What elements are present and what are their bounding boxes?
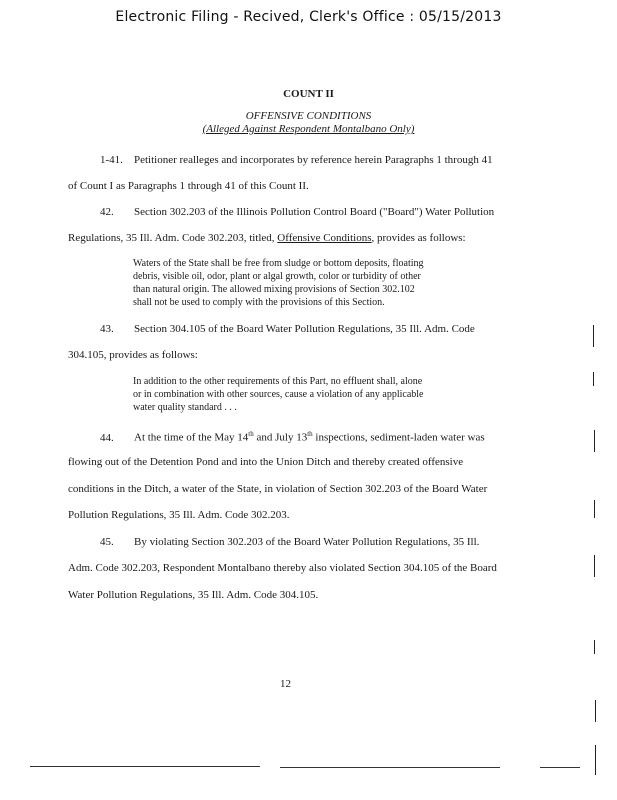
scan-edge-mark: [594, 500, 595, 518]
paragraph-44-line-4: Pollution Regulations, 35 Ill. Adm. Code 302.203.: [68, 509, 290, 521]
paragraph-text: Section 302.203 of the Illinois Pollution Control Board ("Board") Water Pollution: [134, 206, 495, 218]
paragraph-44-line-3: conditions in the Ditch, a water of the State, in violation of Section 302.203 of the Board Water: [68, 483, 488, 495]
paragraph-44-line-1: [100, 431, 485, 444]
paragraph-45-line-1: [100, 537, 479, 548]
paragraph-text: inspections, sediment-laden water was: [312, 431, 485, 444]
paragraph-42-line-1: [100, 207, 494, 218]
quote-line: water quality standard . . .: [133, 402, 237, 413]
paragraph-number: 45.: [100, 536, 114, 548]
paragraph-45-line-2: Adm. Code 302.203, Respondent Montalbano thereby also violated Section 304.105 of the Board: [68, 562, 497, 574]
paragraph-number: 44.: [100, 431, 114, 444]
offensive-conditions-title: Offensive Conditions: [277, 232, 372, 244]
count-title: COUNT II: [283, 88, 334, 100]
scan-edge-mark: [595, 700, 596, 722]
quote-line: or in combination with other sources, cause a violation of any applicable: [133, 389, 424, 400]
paragraph-43-line-2: 304.105, provides as follows:: [68, 349, 198, 361]
quote-line: debris, visible oil, odor, plant or algal growth, color or turbidity of other: [133, 271, 421, 282]
quote-line: than natural origin. The allowed mixing provisions of Section 302.102: [133, 284, 415, 295]
paragraph-42-line-2: [68, 233, 466, 244]
paragraph-text: At the time of the May 14: [134, 431, 249, 444]
quote-block-304-105: [133, 375, 423, 414]
paragraph-number: 1-41.: [100, 154, 123, 166]
superscript: th: [248, 430, 254, 438]
filing-stamp-header: Electronic Filing - Recived, Clerk's Office : 05/15/2013: [115, 9, 502, 25]
quote-block-302-203: [133, 257, 424, 309]
scan-edge-mark: [594, 640, 595, 654]
scan-edge-mark: [594, 555, 595, 577]
scan-edge-mark: [593, 325, 594, 347]
quote-line: Waters of the State shall be free from sludge or bottom deposits, floating: [133, 258, 424, 269]
paragraph-number: 42.: [100, 206, 114, 218]
section-subtitle: (Alleged Against Respondent Montalbano Only): [202, 123, 415, 135]
paragraph-text: , provides as follows:: [371, 232, 466, 244]
paragraph-45-line-3: Water Pollution Regulations, 35 Ill. Adm. Code 304.105.: [68, 589, 319, 601]
scan-edge-mark: [593, 372, 594, 386]
scan-bottom-rule: [540, 767, 580, 768]
paragraph-number: 43.: [100, 323, 114, 335]
paragraph-text: Regulations, 35 Ill. Adm. Code 302.203, titled,: [68, 232, 275, 244]
paragraph-text: Section 304.105 of the Board Water Pollution Regulations, 35 Ill. Adm. Code: [134, 323, 475, 335]
scan-edge-mark: [594, 430, 595, 452]
scan-edge-mark: [595, 745, 596, 775]
page-number: 12: [280, 678, 291, 690]
quote-line: shall not be used to comply with the provisions of this Section.: [133, 297, 385, 308]
paragraph-44-line-2: flowing out of the Detention Pond and into the Union Ditch and thereby created offensive: [68, 456, 464, 468]
paragraph-text: and July 13: [253, 431, 308, 444]
paragraph-43-line-1: [100, 324, 475, 335]
paragraph-text: By violating Section 302.203 of the Board Water Pollution Regulations, 35 Ill.: [134, 536, 480, 548]
superscript: th: [307, 430, 313, 438]
paragraph-41-line-1: [100, 155, 493, 166]
quote-line: In addition to the other requirements of this Part, no effluent shall, alone: [133, 376, 423, 387]
paragraph-41-line-2: of Count I as Paragraphs 1 through 41 of this Count II.: [68, 180, 309, 192]
paragraph-text: Petitioner realleges and incorporates by reference herein Paragraphs 1 through 41: [134, 154, 493, 166]
scan-bottom-rule: [280, 767, 500, 768]
section-title: OFFENSIVE CONDITIONS: [245, 110, 372, 122]
scan-bottom-rule: [30, 766, 260, 767]
